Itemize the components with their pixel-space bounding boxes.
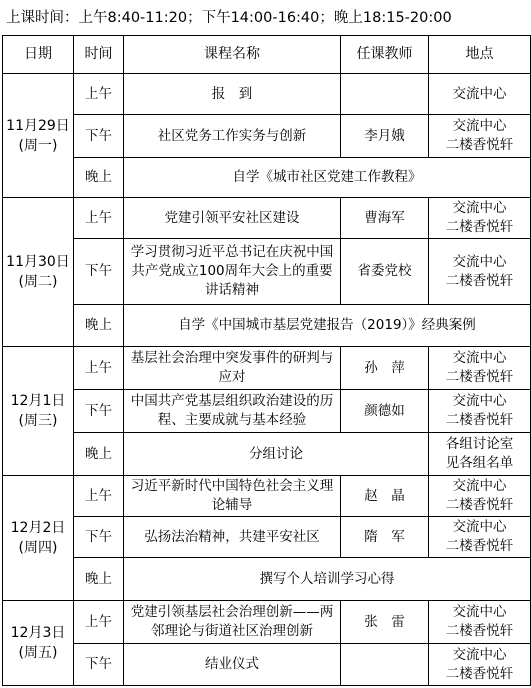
table-row — [3, 644, 531, 686]
table-row — [3, 476, 531, 517]
location-line: 交流中心 — [452, 85, 507, 102]
location-cell — [429, 644, 531, 686]
weekday-label: (周三) — [18, 413, 58, 429]
teacher-cell: 张 雷 — [341, 601, 429, 644]
table-row — [3, 390, 531, 433]
time-cell: 上午 — [74, 476, 124, 517]
teacher-cell: 李月娥 — [341, 115, 429, 158]
location-cell — [429, 390, 531, 433]
location-cell — [429, 115, 531, 158]
teacher-cell — [341, 644, 429, 686]
column-header-course: 课程名称 — [124, 36, 341, 74]
teacher-cell: 颜德如 — [341, 390, 429, 433]
weekday-label: (周五) — [18, 645, 58, 661]
date-cell — [3, 476, 74, 601]
location-cell — [429, 517, 531, 558]
time-cell: 上午 — [74, 347, 124, 390]
time-cell: 晚上 — [74, 305, 124, 347]
date-label: 12月1日 — [10, 393, 66, 409]
time-cell: 晚上 — [74, 158, 124, 198]
date-cell — [3, 74, 74, 198]
date-cell — [3, 347, 74, 476]
table-row — [3, 433, 531, 476]
table-row — [3, 74, 531, 115]
class-time-header: 上课时间：上午8:40-11:20；下午14:00-16:40；晚上18:15-20:00 — [6, 10, 452, 26]
date-label: 12月3日 — [10, 625, 66, 641]
location-line: 交流中心 — [452, 350, 507, 366]
location-line: 二楼香悦轩 — [445, 497, 514, 513]
location-cell — [429, 476, 531, 517]
weekday-label: (周一) — [18, 137, 58, 154]
date-label: 11月30日 — [6, 254, 70, 270]
time-cell: 下午 — [74, 390, 124, 433]
location-line: 见各组名单 — [445, 455, 514, 471]
location-line: 各组讨论室 — [445, 436, 514, 452]
time-cell: 晚上 — [74, 558, 124, 601]
teacher-cell: 隋 军 — [341, 517, 429, 558]
column-header-date: 日期 — [3, 36, 74, 74]
course-cell: 党建引领平安社区建设 — [124, 198, 341, 239]
location-cell — [429, 601, 531, 644]
location-line: 二楼香悦轩 — [445, 412, 514, 428]
location-line: 交流中心 — [452, 393, 507, 409]
teacher-cell: 赵 晶 — [341, 476, 429, 517]
course-cell-merged: 分组讨论 — [124, 433, 429, 476]
course-cell: 弘扬法治精神，共建平安社区 — [124, 517, 341, 558]
course-cell-merged: 自学《城市社区党建工作教程》 — [124, 158, 531, 198]
location-cell — [429, 239, 531, 305]
column-header-time: 时间 — [74, 36, 124, 74]
table-row — [3, 601, 531, 644]
table-row — [3, 158, 531, 198]
course-cell: 中国共产党基层组织政治建设的历程、主要成就与基本经验 — [124, 390, 341, 433]
location-line: 二楼香悦轩 — [445, 137, 514, 153]
location-line: 交流中心 — [452, 118, 507, 134]
course-cell: 结业仪式 — [124, 644, 341, 686]
table-row — [3, 305, 531, 347]
course-cell: 基层社会治理中突发事件的研判与应对 — [124, 347, 341, 390]
teacher-cell: 孙 萍 — [341, 347, 429, 390]
time-cell: 晚上 — [74, 433, 124, 476]
table-row — [3, 198, 531, 239]
time-cell: 下午 — [74, 517, 124, 558]
column-header-location: 地点 — [429, 36, 531, 74]
location-line: 二楼香悦轩 — [445, 369, 514, 385]
time-cell: 下午 — [74, 115, 124, 158]
table-header-row — [3, 36, 531, 74]
course-cell: 学习贯彻习近平总书记在庆祝中国共产党成立100周年大会上的重要讲话精神 — [124, 239, 341, 305]
table-row — [3, 115, 531, 158]
table-row — [3, 347, 531, 390]
location-line: 交流中心 — [452, 253, 507, 270]
course-cell: 党建引领基层社会治理创新——两邻理论与街道社区治理创新 — [124, 601, 341, 644]
course-cell-merged: 撰写个人培训学习心得 — [124, 558, 531, 601]
time-cell: 上午 — [74, 198, 124, 239]
location-line: 二楼香悦轩 — [445, 538, 514, 554]
location-cell — [429, 347, 531, 390]
date-cell — [3, 198, 74, 347]
location-line: 交流中心 — [452, 519, 507, 535]
location-line: 交流中心 — [452, 604, 507, 620]
location-line: 交流中心 — [452, 200, 507, 216]
teacher-cell — [341, 74, 429, 115]
table-row — [3, 558, 531, 601]
time-cell: 上午 — [74, 601, 124, 644]
location-cell — [429, 74, 531, 115]
course-cell-merged: 自学《中国城市基层党建报告（2019）》经典案例 — [124, 305, 531, 347]
location-line: 交流中心 — [452, 478, 507, 494]
location-cell — [429, 198, 531, 239]
time-cell: 下午 — [74, 644, 124, 686]
course-cell: 报 到 — [124, 74, 341, 115]
column-header-teacher: 任课教师 — [341, 36, 429, 74]
schedule-table — [2, 35, 531, 686]
location-line: 二楼香悦轩 — [445, 272, 514, 289]
course-cell: 社区党务工作实务与创新 — [124, 115, 341, 158]
location-line: 交流中心 — [452, 646, 507, 663]
date-label: 11月29日 — [6, 117, 70, 134]
time-cell: 下午 — [74, 239, 124, 305]
location-line: 二楼香悦轩 — [445, 623, 514, 639]
weekday-label: (周二) — [18, 274, 58, 290]
date-cell — [3, 601, 74, 686]
location-line: 二楼香悦轩 — [445, 665, 514, 682]
course-cell: 习近平新时代中国特色社会主义理论辅导 — [124, 476, 341, 517]
location-line: 二楼香悦轩 — [445, 219, 514, 235]
location-cell — [429, 433, 531, 476]
table-row — [3, 517, 531, 558]
date-label: 12月2日 — [10, 520, 66, 536]
teacher-cell: 省委党校 — [341, 239, 429, 305]
teacher-cell: 曹海军 — [341, 198, 429, 239]
time-cell: 上午 — [74, 74, 124, 115]
weekday-label: (周四) — [18, 540, 58, 556]
table-row — [3, 239, 531, 305]
